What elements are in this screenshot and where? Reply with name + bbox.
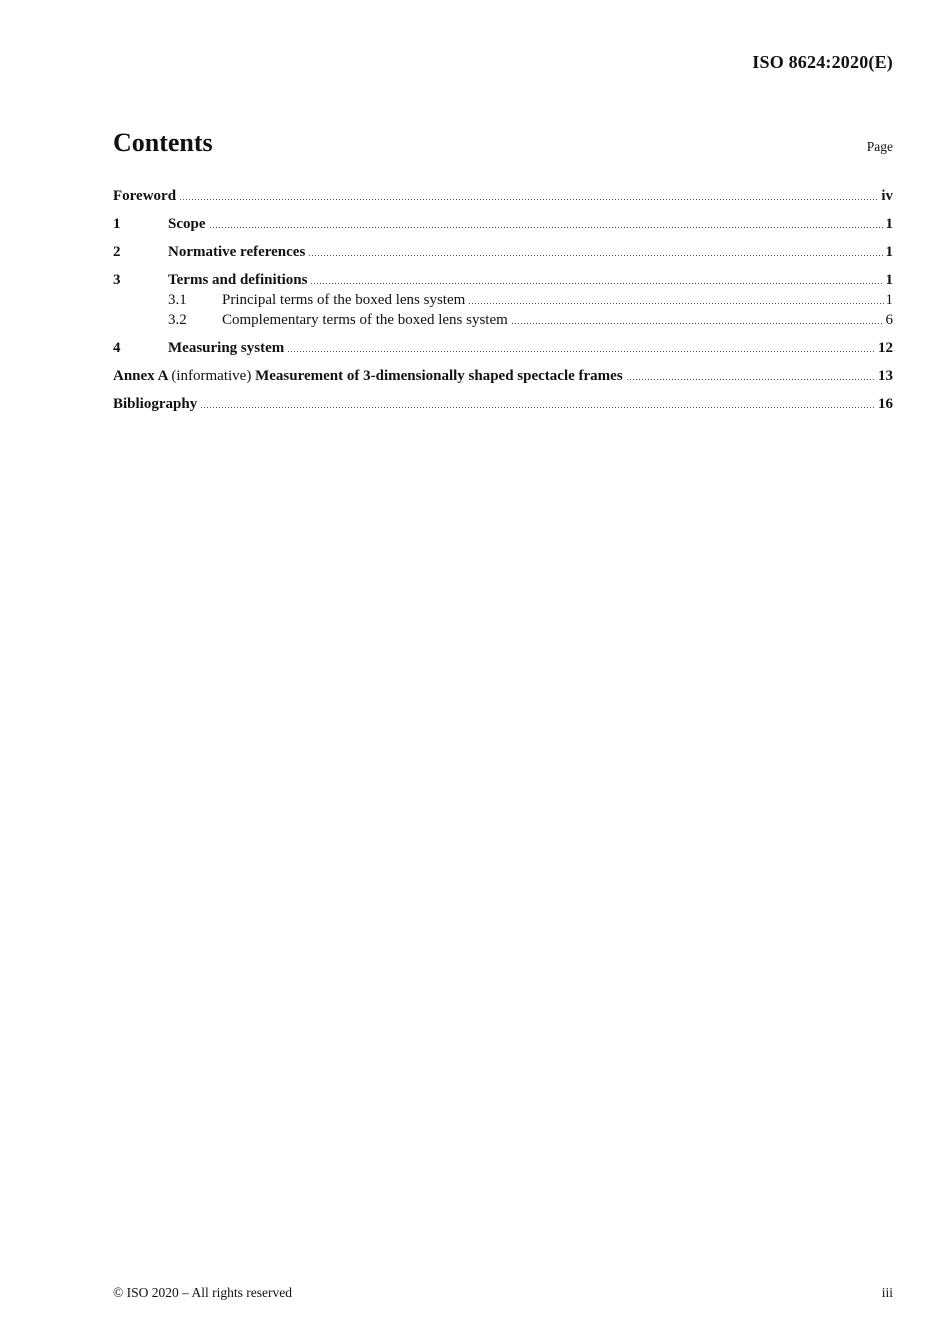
document-footer — [113, 1285, 893, 1301]
toc-entry[interactable] — [113, 242, 893, 262]
toc-dot-leader — [309, 255, 883, 256]
toc-entry-label — [113, 394, 197, 414]
toc-entry-label-part: Measurement of 3-dimensionally shaped spectacle frames — [255, 368, 623, 384]
toc-entry[interactable] — [113, 270, 893, 290]
toc-dot-leader — [311, 283, 883, 284]
toc-entry-label — [168, 214, 206, 234]
toc-entry-label-part: Principal terms of the boxed lens system — [222, 292, 466, 308]
toc-entry-label — [168, 338, 284, 358]
contents-heading-row — [113, 129, 893, 156]
toc-entry-number: 2 — [113, 244, 121, 260]
toc-entry[interactable] — [113, 310, 893, 330]
toc-entry-number: 3 — [113, 272, 121, 288]
toc-dot-leader — [469, 303, 883, 304]
toc-entry-label-part: Measuring system — [168, 340, 285, 356]
toc-entry-label-part: Normative references — [168, 244, 306, 260]
table-of-contents — [113, 186, 893, 414]
toc-entry[interactable] — [113, 366, 893, 386]
toc-entry-label-part: Scope — [168, 216, 206, 232]
toc-entry-number: 3.2 — [168, 312, 187, 328]
toc-dot-leader — [512, 323, 884, 324]
toc-entry-label — [222, 290, 465, 310]
footer-copyright: © ISO 2020 – All rights reserved — [113, 1285, 292, 1300]
toc-dot-leader — [180, 199, 879, 200]
toc-dot-leader — [201, 407, 876, 408]
toc-entry-label-part: Terms and definitions — [168, 272, 308, 288]
toc-entry-number: 1 — [113, 216, 121, 232]
toc-entry-page: 13 — [878, 368, 893, 384]
toc-entry-page: 1 — [885, 292, 893, 308]
toc-entry-label — [168, 242, 305, 262]
toc-entry-number: 4 — [113, 340, 121, 356]
toc-entry-page: 1 — [885, 272, 893, 288]
toc-entry-label — [113, 366, 623, 386]
toc-entry-page: 16 — [878, 396, 893, 412]
toc-entry-page: iv — [881, 188, 893, 204]
toc-entry-label-part: Foreword — [113, 188, 177, 204]
toc-entry-label — [113, 186, 176, 206]
toc-entry-label-part: (informative) — [171, 368, 256, 384]
toc-entry[interactable] — [113, 338, 893, 358]
toc-entry-label-part: Complementary terms of the boxed lens system — [222, 312, 508, 328]
toc-entry-page: 6 — [885, 312, 893, 328]
document-header — [113, 52, 893, 73]
toc-entry-label-part: Bibliography — [113, 396, 198, 412]
toc-entry[interactable] — [113, 290, 893, 310]
toc-entry[interactable] — [113, 394, 893, 414]
toc-dot-leader — [210, 227, 884, 228]
toc-entry[interactable] — [113, 186, 893, 206]
contents-title: Contents — [113, 128, 213, 157]
toc-dot-leader — [288, 351, 876, 352]
toc-entry-page: 1 — [885, 244, 893, 260]
toc-entry[interactable] — [113, 214, 893, 234]
footer-page-number: iii — [881, 1285, 893, 1300]
toc-entry-label-part: Annex A — [113, 368, 172, 384]
toc-entry-page: 12 — [878, 340, 893, 356]
toc-entry-page: 1 — [885, 216, 893, 232]
doc-reference: ISO 8624:2020(E) — [752, 52, 893, 72]
page-column-label: Page — [866, 139, 893, 154]
toc-dot-leader — [627, 379, 876, 380]
toc-entry-label — [168, 270, 307, 290]
toc-entry-number: 3.1 — [168, 292, 187, 308]
toc-entry-label — [222, 310, 508, 330]
